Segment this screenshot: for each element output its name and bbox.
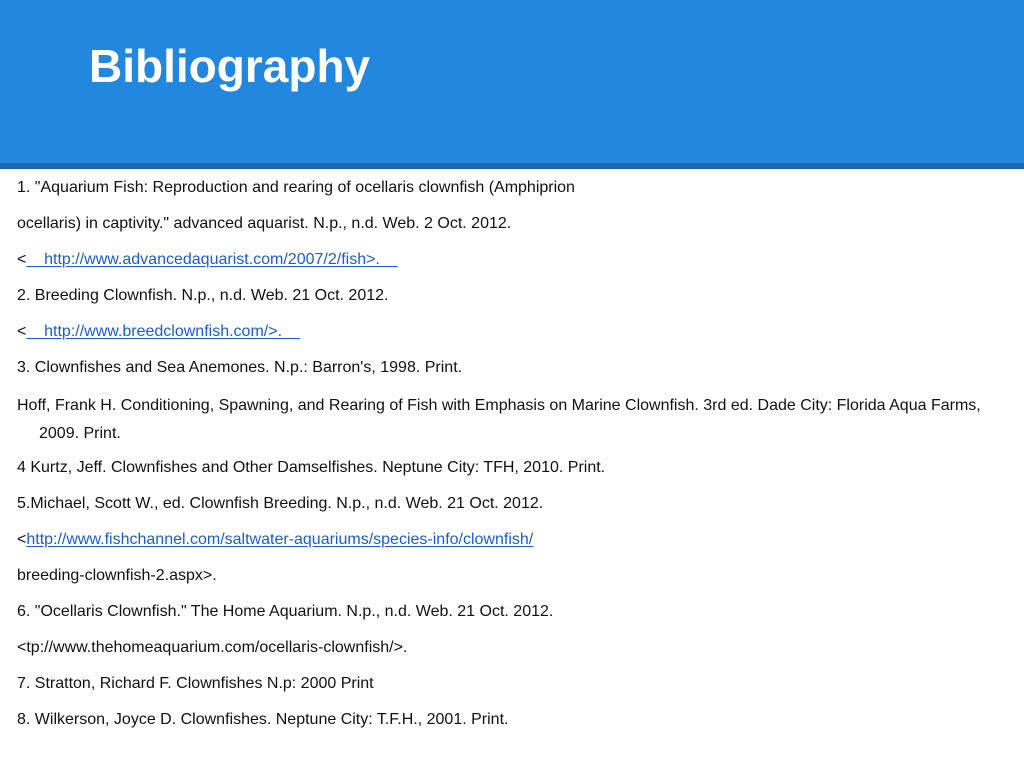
entry-text: 3. Clownfishes and Sea Anemones. N.p.: Barron's, 1998. Print.: [17, 359, 463, 376]
url-prefix: <: [17, 251, 27, 268]
entry-text: ocellaris) in captivity." advanced aquarist. N.p., n.d. Web. 2 Oct. 2012.: [17, 215, 512, 232]
entry-2-url: [17, 320, 1007, 344]
url-prefix: <: [17, 531, 27, 548]
bibliography-list: [17, 176, 1007, 744]
entry-text: 2. Breeding Clownfish. N.p., n.d. Web. 21 Oct. 2012.: [17, 287, 389, 304]
fishchannel-link[interactable]: http://www.fishchannel.com/saltwater-aquariums/species-info/clownfish/: [26, 531, 534, 548]
entry-7: [17, 672, 1007, 696]
advancedaquarist-link[interactable]: http://www.advancedaquarist.com/2007/2/fish>.: [26, 251, 398, 268]
entry-5: [17, 492, 1007, 516]
entry-5-url: [17, 528, 1007, 552]
entry-hoff: [17, 392, 1007, 448]
entry-5-url-cont: [17, 564, 1007, 588]
entry-text: 5.Michael, Scott W., ed. Clownfish Breeding. N.p., n.d. Web. 21 Oct. 2012.: [17, 495, 544, 512]
entry-6-url: [17, 636, 1007, 660]
entry-text: 4 Kurtz, Jeff. Clownfishes and Other Damselfishes. Neptune City: TFH, 2010. Print.: [17, 459, 606, 476]
entry-1-line-1: [17, 176, 1007, 200]
entry-text: 6. "Ocellaris Clownfish." The Home Aquarium. N.p., n.d. Web. 21 Oct. 2012.: [17, 603, 554, 620]
header-divider: [0, 163, 1024, 169]
entry-1-line-2: [17, 212, 1007, 236]
entry-6: [17, 600, 1007, 624]
entry-text: 8. Wilkerson, Joyce D. Clownfishes. Neptune City: T.F.H., 2001. Print.: [17, 711, 509, 728]
entry-text: Hoff, Frank H. Conditioning, Spawning, and Rearing of Fish with Emphasis on Marine Clownfish. 3rd ed. Dade City: Florida Aqua Farms, 2009. Print.: [17, 397, 981, 442]
entry-2: [17, 284, 1007, 308]
entry-text: 7. Stratton, Richard F. Clownfishes N.p: 2000 Print: [17, 675, 374, 692]
entry-text: 1. "Aquarium Fish: Reproduction and rearing of ocellaris clownfish (Amphiprion: [17, 179, 575, 196]
slide-title: Bibliography: [89, 40, 371, 92]
entry-3: [17, 356, 1007, 380]
entry-8: [17, 708, 1007, 732]
entry-4: [17, 456, 1007, 480]
entry-text: breeding-clownfish-2.aspx>.: [17, 567, 217, 584]
url-prefix: <: [17, 323, 27, 340]
entry-1-url: [17, 248, 1007, 272]
entry-text: <tp://www.thehomeaquarium.com/ocellaris-clownfish/>.: [17, 639, 408, 656]
breedclownfish-link[interactable]: http://www.breedclownfish.com/>.: [26, 323, 300, 340]
